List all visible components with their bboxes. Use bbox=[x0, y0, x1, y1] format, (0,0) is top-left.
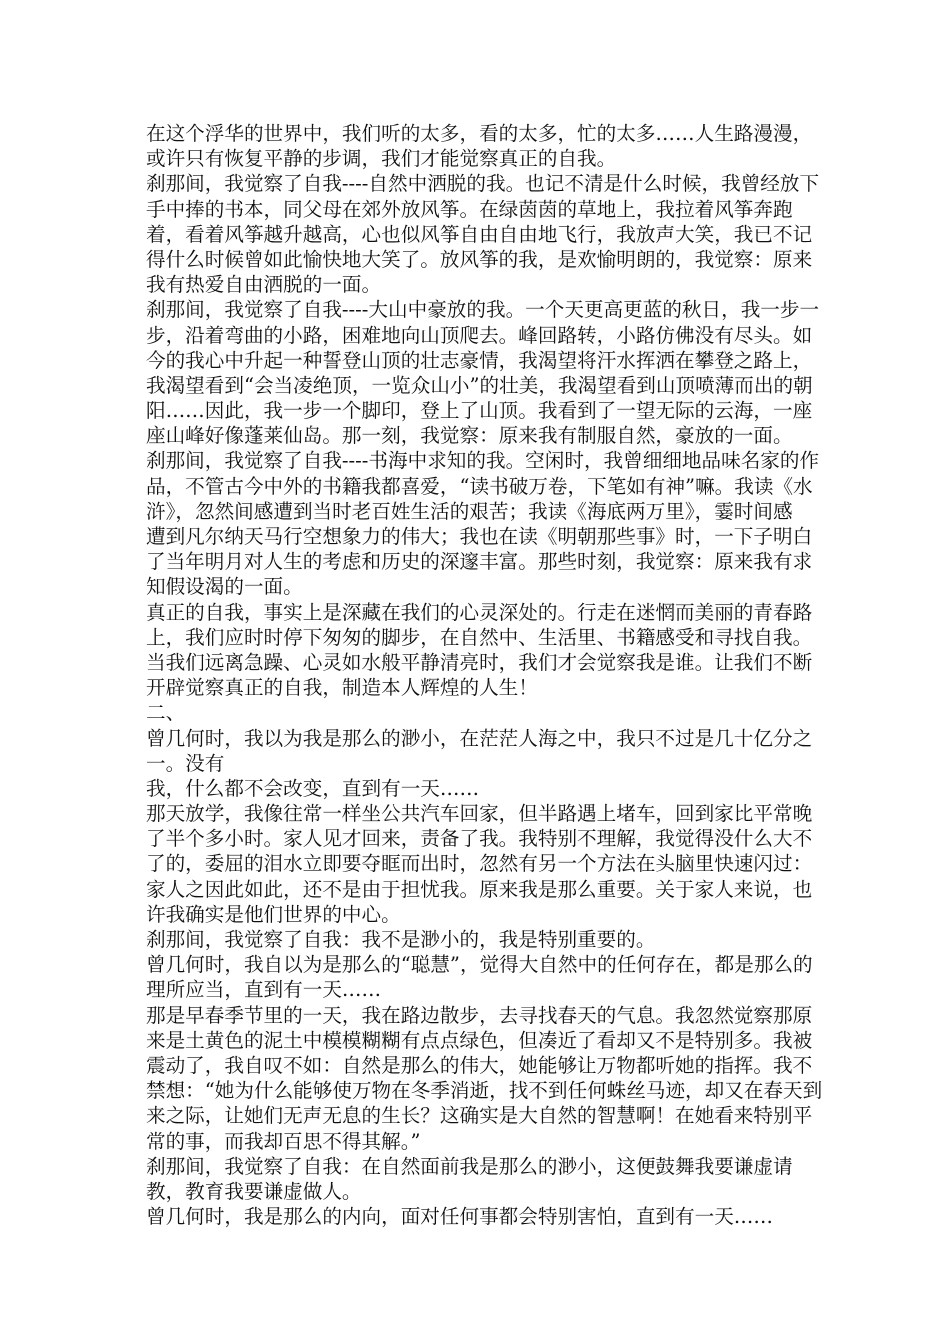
text-line: 来是土黄色的泥土中模模糊糊有点点绿色，但凑近了看却又不是特别多。我被 bbox=[146, 1028, 813, 1052]
text-line: 在这个浮华的世界中，我们听的太多，看的太多，忙的太多……人生路漫漫， bbox=[146, 122, 813, 145]
text-line: 震动了，我自叹不如：自然是那么的伟大，她能够让万物都听她的指挥。我不 bbox=[146, 1053, 813, 1077]
text-line: 曾几何时，我是那么的内向，面对任何事都会特别害怕，直到有一天…… bbox=[146, 1205, 773, 1229]
text-line: 我，什么都不会改变，直到有一天…… bbox=[146, 776, 480, 800]
text-line: 家人之因此如此，还不是由于担忧我。原来我是那么重要。关于家人来说，也 bbox=[146, 877, 813, 901]
text-line: 曾几何时，我以为我是那么的渺小，在茫茫人海之中，我只不过是几十亿分之 bbox=[146, 726, 813, 750]
text-line: 我渴望看到“会当凌绝顶，一览众山小”的壮美，我渴望看到山顶喷薄而出的朝 bbox=[146, 373, 813, 397]
text-line: 刹那间，我觉察了自我----自然中洒脱的我。也记不清是什么时候，我曾经放下 bbox=[146, 172, 820, 196]
text-line: 座山峰好像蓬莱仙岛。那一刻，我觉察：原来我有制服自然，豪放的一面。 bbox=[146, 424, 793, 448]
text-line: 得什么时候曾如此愉快地大笑了。放风筝的我，是欢愉明朗的，我觉察：原来 bbox=[146, 247, 813, 271]
text-line: 那是早春季节里的一天，我在路边散步，去寻找春天的气息。我忽然觉察那原 bbox=[146, 1003, 813, 1027]
text-line: 品，不管古今中外的书籍我都喜爱，“读书破万卷，下笔如有神”嘛。我读《水 bbox=[146, 474, 813, 498]
text-line: 着，看着风筝越升越高，心也似风筝自由自由地飞行，我放声大笑，我已不记 bbox=[146, 222, 813, 246]
text-line: 一。没有 bbox=[146, 751, 225, 775]
text-line: 遭到凡尔纳天马行空想象力的伟大；我也在读《明朝那些事》时，一下子明白 bbox=[146, 525, 813, 548]
text-line: 浒》，忽然间感遭到当时老百姓生活的艰苦；我读《海底两万里》，霎时间感 bbox=[146, 499, 793, 523]
text-line: 刹那间，我觉察了自我----书海中求知的我。空闲时，我曾细细地品味名家的作 bbox=[146, 449, 820, 473]
text-line: 上，我们应时时停下匆匆的脚步，在自然中、生活里、书籍感受和寻找自我。 bbox=[146, 625, 813, 649]
text-line: 我有热爱自由洒脱的一面。 bbox=[146, 273, 382, 297]
text-line: 来之际，让她们无声无息的生长？这确实是大自然的智慧啊！在她看来特别平 bbox=[146, 1104, 813, 1128]
text-line: 刹那间，我觉察了自我----大山中豪放的我。一个天更高更蓝的秋日，我一步一 bbox=[146, 298, 820, 322]
text-line: 刹那间，我觉察了自我：在自然面前我是那么的渺小，这便鼓舞我要谦虚请 bbox=[146, 1154, 793, 1178]
text-line: 许我确实是他们世界的中心。 bbox=[146, 902, 401, 926]
text-line: 知假设渴的一面。 bbox=[146, 575, 303, 599]
text-line: 步，沿着弯曲的小路，困难地向山顶爬去。峰回路转，小路仿佛没有尽头。如 bbox=[146, 323, 813, 347]
text-line: 理所应当，直到有一天…… bbox=[146, 978, 382, 1002]
section-heading: 二、 bbox=[146, 701, 186, 725]
text-line: 刹那间，我觉察了自我：我不是渺小的，我是特别重要的。 bbox=[146, 928, 656, 951]
text-line: 当我们远离急躁、心灵如水般平静清亮时，我们才会觉察我是谁。让我们不断 bbox=[146, 650, 813, 674]
text-line: 阳……因此，我一步一个脚印，登上了山顶。我看到了一望无际的云海，一座 bbox=[146, 399, 813, 423]
text-line: 了当年明月对人生的考虑和历史的深邃丰富。那些时刻，我觉察：原来我有求 bbox=[146, 550, 813, 574]
text-line: 教，教育我要谦虚做人。 bbox=[146, 1179, 362, 1203]
text-line: 常的事，而我却百思不得其解。” bbox=[146, 1129, 421, 1153]
text-line: 或许只有恢复平静的步调，我们才能觉察真正的自我。 bbox=[146, 147, 617, 171]
text-line: 了半个多小时。家人见才回来，责备了我。我特别不理解，我觉得没什么大不 bbox=[146, 827, 813, 851]
text-line: 手中捧的书本，同父母在郊外放风筝。在绿茵茵的草地上，我拉着风筝奔跑 bbox=[146, 197, 793, 221]
text-line: 真正的自我，事实上是深藏在我们的心灵深处的。行走在迷惘而美丽的青春路 bbox=[146, 600, 813, 624]
text-line: 禁想：“她为什么能够使万物在冬季消逝，找不到任何蛛丝马迹，却又在春天到 bbox=[146, 1079, 823, 1103]
text-line: 曾几何时，我自以为是那么的“聪慧”，觉得大自然中的任何存在，都是那么的 bbox=[146, 953, 813, 977]
text-line: 了的，委屈的泪水立即要夺眶而出时，忽然有另一个方法在头脑里快速闪过： bbox=[146, 852, 813, 876]
text-line: 今的我心中升起一种誓登山顶的壮志豪情，我渴望将汗水挥洒在攀登之路上， bbox=[146, 348, 813, 372]
text-line: 那天放学，我像往常一样坐公共汽车回家，但半路遇上堵车，回到家比平常晚 bbox=[146, 802, 813, 826]
text-line: 开辟觉察真正的自我，制造本人辉煌的人生！ bbox=[146, 676, 538, 700]
document-body bbox=[146, 121, 823, 1229]
